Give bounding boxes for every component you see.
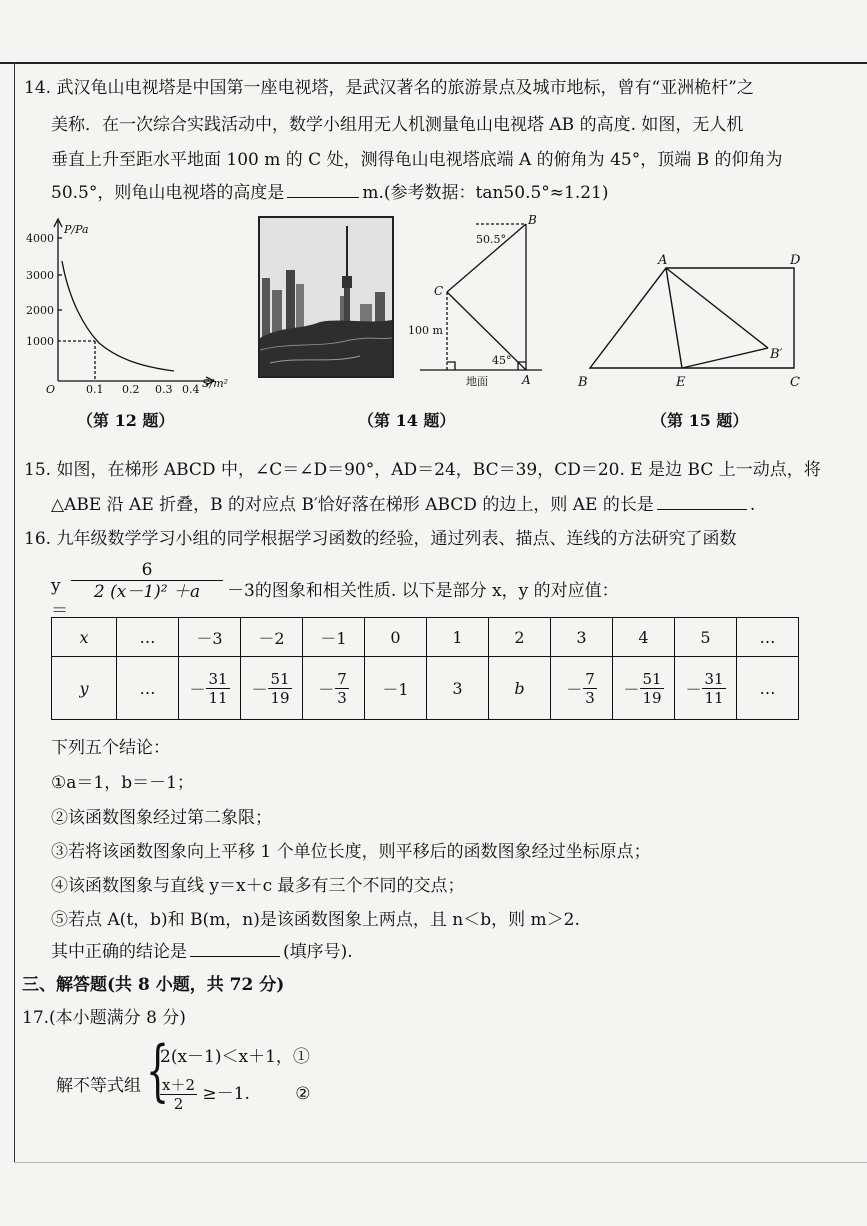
q16-conclusion-3: ③若将该函数图象向上平移 1 个单位长度，则平移后的函数图象经过坐标原点； [51, 842, 651, 862]
y-denominator: 3 [585, 688, 595, 707]
page-border-top [0, 62, 867, 64]
q16-conclusion-1: ①a＝1，b＝－1； [51, 773, 194, 793]
label-e: E [676, 375, 686, 390]
x-cell: －2 [241, 618, 303, 657]
y-tick-label-1000: 1000 [26, 335, 54, 348]
x-cell: －1 [303, 618, 365, 657]
y-cell [365, 657, 427, 720]
q14-line4-ref: m.(参考数据：tan50.5°≈1.21) [362, 183, 609, 203]
label-d: D [790, 253, 801, 268]
page-border-bottom [14, 1162, 867, 1163]
q14-line1: 14. 武汉龟山电视塔是中国第一座电视塔，是武汉著名的旅游景点及城市地标，曾有“亚洲桅杆”之 [24, 78, 754, 98]
q14-line2: 美称．在一次综合实践活动中，数学小组用无人机测量龟山电视塔 AB 的高度. 如图，无人机 [51, 115, 744, 135]
y-cell [551, 657, 613, 720]
y-axis-label: P/Pa [64, 223, 89, 236]
ineq2-numerator: x＋2 [162, 1076, 196, 1094]
ineq2-fraction [160, 1076, 197, 1113]
y-denominator: 11 [704, 688, 724, 707]
x-cell: … [737, 618, 799, 657]
q16-answer-hint: (填序号). [283, 942, 353, 962]
y-cell [489, 657, 551, 720]
segment-ab-prime [666, 268, 768, 348]
ineq2-denominator: 2 [173, 1095, 184, 1113]
y-denominator: 19 [270, 688, 290, 707]
y-fraction [583, 670, 597, 707]
q15-line2-text: △ABE 沿 AE 折叠，B 的对应点 B′恰好落在梯形 ABCD 的边上，则 AE 的长是 [51, 495, 654, 515]
y-denominator: 3 [337, 688, 347, 707]
y-value: … [139, 678, 156, 698]
func-numerator: 6 [71, 560, 223, 581]
x-cell: 0 [365, 618, 427, 657]
q16-conclusions-intro: 下列五个结论： [51, 738, 170, 758]
x-cell: 2 [489, 618, 551, 657]
q15-line1: 15. 如图，在梯形 ABCD 中，∠C＝∠D＝90°，AD＝24，BC＝39，CD＝20. E 是边 BC 上一动点，将 [24, 460, 821, 480]
angle-505-label: 50.5° [476, 233, 506, 246]
y-cell [117, 657, 179, 720]
segment-e-b-prime [682, 348, 768, 368]
y-cell [303, 657, 365, 720]
x-cell: 1 [427, 618, 489, 657]
figure-14-caption: （第 14 题） [358, 411, 456, 430]
x-tick-label-04: 0.4 [182, 383, 200, 395]
y-numerator: 31 [704, 669, 724, 688]
y-cell [179, 657, 241, 720]
ineq2-mark: ② [295, 1084, 311, 1104]
y-numerator: 7 [585, 669, 595, 688]
q16-conclusion-2: ②该函数图象经过第二象限； [51, 808, 272, 828]
figure-15-diagram [572, 248, 812, 396]
table-row-x [52, 618, 799, 657]
q16-conclusion-5: ⑤若点 A(t，b)和 B(m，n)是该函数图象上两点，且 n＜b，则 m＞2. [51, 910, 580, 930]
y-sign: － [685, 679, 702, 699]
y-sign: － [318, 679, 335, 699]
line-ca [447, 292, 526, 370]
x-cell: 5 [675, 618, 737, 657]
func-fraction [71, 560, 223, 603]
ground-label: 地面 [466, 375, 488, 388]
ineq2-tail: ≥－1. [202, 1084, 250, 1104]
q16-answer-text: 其中正确的结论是 [51, 942, 187, 962]
system-brace: { [146, 1032, 170, 1109]
func-y-eq: y＝ [51, 576, 68, 621]
q16-line1: 16. 九年级数学学习小组的同学根据学习函数的经验，通过列表、描点、连线的方法研究了函数 [24, 529, 737, 549]
table-header-x: x [52, 618, 117, 657]
y-sign: － [189, 679, 206, 699]
x-cell: －3 [179, 618, 241, 657]
q14-line3: 垂直上升至距水平地面 100 m 的 C 处，测得龟山电视塔底端 A 的俯角为 45°，顶端 B 的仰角为 [51, 150, 783, 170]
y-denominator: 11 [208, 688, 228, 707]
q17-inequality-2 [160, 1076, 311, 1113]
pressure-curve [62, 261, 174, 371]
func-denominator: 2 (x－1)² ＋a [93, 582, 201, 602]
segment-ae [666, 268, 682, 368]
y-denominator: 19 [642, 688, 662, 707]
q15-line2 [51, 487, 755, 524]
label-b: B [528, 213, 537, 227]
y-tick-label-4000: 4000 [26, 232, 54, 245]
q16-conclusion-4: ④该函数图象与直线 y＝x＋c 最多有三个不同的交点； [51, 876, 465, 896]
y-value: 3 [452, 678, 463, 698]
y-numerator: 7 [337, 669, 347, 688]
y-fraction [335, 670, 349, 707]
right-angle-c [447, 362, 455, 370]
y-cell [241, 657, 303, 720]
y-cell [613, 657, 675, 720]
xy-value-table [51, 617, 799, 720]
figure-15-caption: （第 15 题） [651, 411, 749, 430]
figure-14-diagram [400, 212, 548, 392]
y-tick-label-3000: 3000 [26, 269, 54, 282]
q14-line4 [51, 175, 609, 212]
x-tick-label-01: 0.1 [86, 383, 104, 395]
figure-12-graph [24, 215, 244, 395]
label-b-prime: B′ [770, 347, 783, 362]
label-a: A [658, 253, 668, 268]
q15-line2-end: . [749, 495, 756, 515]
y-sign: － [251, 679, 268, 699]
x-cell: 3 [551, 618, 613, 657]
x-cell: 4 [613, 618, 675, 657]
label-a: A [522, 373, 531, 387]
func-tail: －3的图象和相关性质. 以下是部分 x，y 的对应值： [227, 581, 619, 601]
page-border-left [14, 62, 15, 1162]
y-value: －1 [382, 679, 409, 699]
x-tick-label-03: 0.3 [155, 383, 173, 395]
y-numerator: 51 [642, 669, 662, 688]
figure-12-caption: （第 12 题） [77, 411, 175, 430]
y-cell [737, 657, 799, 720]
y-fraction [640, 670, 663, 707]
q14-line4-text: 50.5°，则龟山电视塔的高度是 [51, 183, 285, 203]
y-sign: － [623, 679, 640, 699]
y-cell [675, 657, 737, 720]
y-fraction [702, 670, 725, 707]
y-value: … [759, 678, 776, 698]
origin-label: O [46, 383, 56, 395]
y-value: b [514, 678, 525, 698]
table-row-y [52, 657, 799, 720]
label-c: C [790, 375, 800, 390]
x-cell: … [117, 618, 179, 657]
q16-answer-blank[interactable] [190, 938, 280, 957]
x-axis-label: S/m² [202, 377, 229, 390]
table-header-y: y [52, 657, 117, 720]
q17-heading: 17.(本小题满分 8 分) [22, 1008, 186, 1028]
y-tick-label-2000: 2000 [26, 304, 54, 317]
y-sign: － [566, 679, 583, 699]
q16-answer-line [51, 934, 353, 971]
height-100m-label: 100 m [408, 324, 443, 337]
y-cell [427, 657, 489, 720]
label-c: C [434, 284, 444, 298]
y-fraction [206, 670, 229, 707]
tv-tower-photo [258, 216, 394, 378]
angle-45-label: 45° [492, 354, 512, 367]
section-3-heading: 三、解答题(共 8 小题，共 72 分) [22, 975, 285, 995]
label-b: B [578, 375, 588, 390]
q17-inequality-1: 2(x－1)＜x＋1，① [160, 1047, 310, 1067]
y-fraction [268, 670, 291, 707]
q14-answer-blank[interactable] [287, 179, 359, 198]
trapezoid-abcd [590, 268, 794, 368]
tv-tower-photo-drawing [260, 218, 392, 376]
y-numerator: 51 [270, 669, 290, 688]
q15-answer-blank[interactable] [657, 491, 747, 510]
y-numerator: 31 [208, 669, 228, 688]
q17-lead: 解不等式组 [56, 1076, 141, 1096]
x-tick-label-02: 0.2 [122, 383, 140, 395]
